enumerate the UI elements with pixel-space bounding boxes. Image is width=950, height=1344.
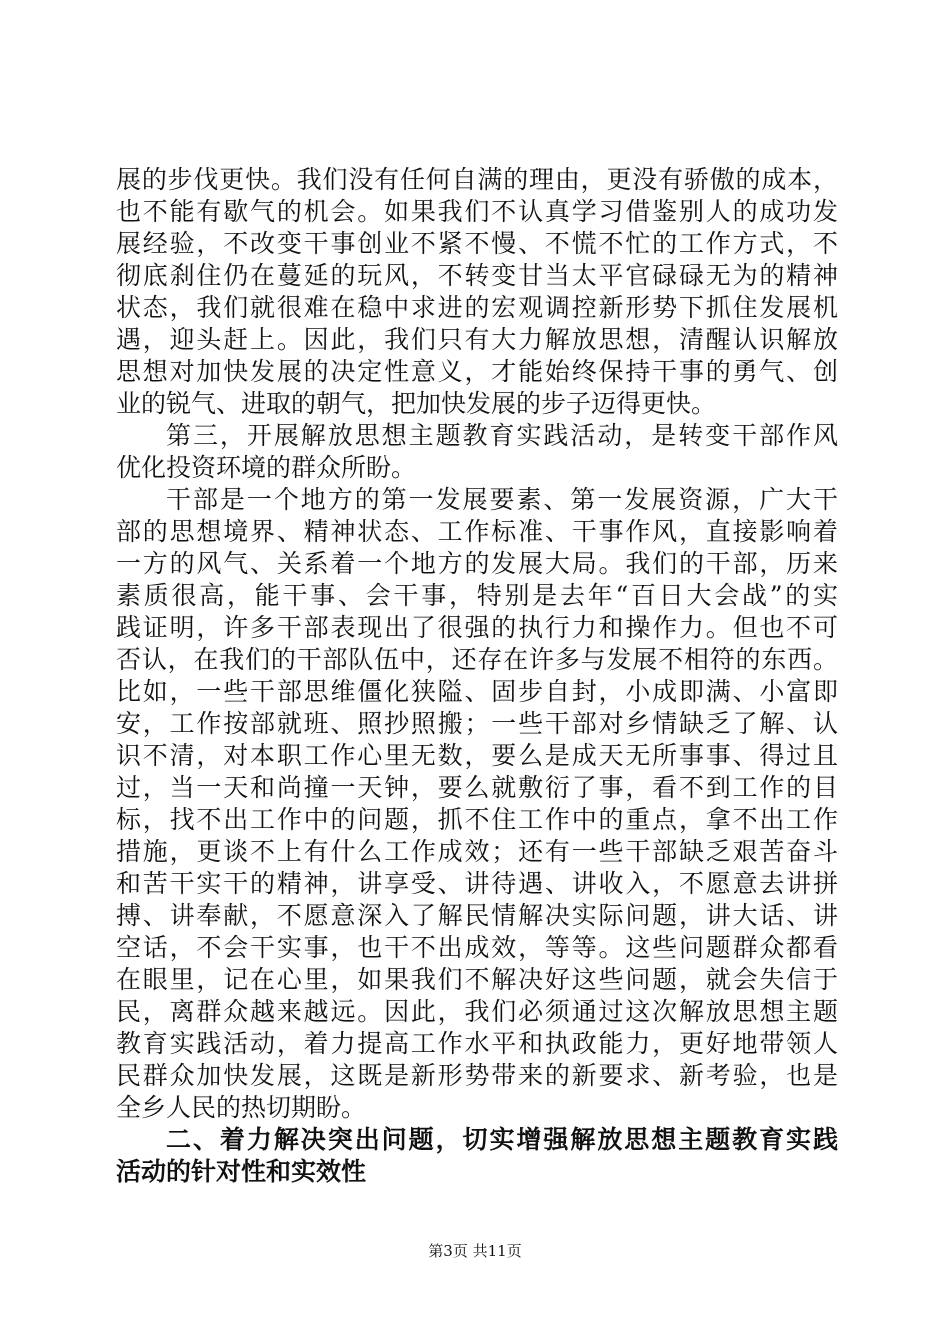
text-line: 优化投资环境的群众所盼。 (116, 453, 417, 482)
text-line: 和苦干实干的精神，讲享受、讲待遇、讲收入，不愿意去讲拼 (116, 869, 838, 898)
text-line: 第三，开展解放思想主题教育实践活动，是转变干部作风 (166, 421, 838, 450)
paragraph-cadres (116, 484, 838, 1124)
paragraph-continuation (116, 164, 838, 420)
paragraph-point-three (116, 420, 838, 484)
text-line: 遇，迎头赶上。因此，我们只有大力解放思想，清醒认识解放 (116, 325, 838, 354)
text-line: 践证明，许多干部表现出了很强的执行力和操作力。但也不可 (116, 613, 838, 642)
heading-line: 活动的针对性和实效性 (116, 1157, 367, 1186)
document-body (116, 164, 838, 1188)
text-line: 搏、讲奉献，不愿意深入了解民情解决实际问题，讲大话、讲 (116, 901, 838, 930)
page-number-footer: 第3页 共11页 (428, 1242, 522, 1260)
heading-line: 二、着力解决突出问题，切实增强解放思想主题教育实践 (166, 1125, 838, 1154)
text-line: 素质很高，能干事、会干事，特别是去年“百日大会战”的实 (116, 581, 838, 610)
text-line: 空话，不会干实事，也干不出成效，等等。这些问题群众都看 (116, 933, 838, 962)
text-line: 民群众加快发展，这既是新形势带来的新要求、新考验，也是 (116, 1061, 838, 1090)
text-line: 过，当一天和尚撞一天钟，要么就敷衍了事，看不到工作的目 (116, 773, 838, 802)
text-line: 在眼里，记在心里，如果我们不解决好这些问题，就会失信于 (116, 965, 838, 994)
text-line: 否认，在我们的干部队伍中，还存在许多与发展不相符的东西。 (116, 645, 838, 674)
text-line: 干部是一个地方的第一发展要素、第一发展资源，广大干 (166, 485, 838, 514)
text-line: 彻底刹住仍在蔓延的玩风，不转变甘当太平官碌碌无为的精神 (116, 261, 838, 290)
text-line: 措施，更谈不上有什么工作成效；还有一些干部缺乏艰苦奋斗 (116, 837, 838, 866)
text-line: 一方的风气、关系着一个地方的发展大局。我们的干部，历来 (116, 549, 838, 578)
text-line: 业的锐气、进取的朝气，把加快发展的步子迈得更快。 (116, 389, 717, 418)
text-line: 识不清，对本职工作心里无数，要么是成天无所事事、得过且 (116, 741, 838, 770)
text-line: 也不能有歇气的机会。如果我们不认真学习借鉴别人的成功发 (116, 197, 838, 226)
section-heading (116, 1124, 838, 1188)
text-line: 民，离群众越来越远。因此，我们必须通过这次解放思想主题 (116, 997, 838, 1026)
text-line: 教育实践活动，着力提高工作水平和执政能力，更好地带领人 (116, 1029, 838, 1058)
text-line: 状态，我们就很难在稳中求进的宏观调控新形势下抓住发展机 (116, 293, 838, 322)
text-line: 思想对加快发展的决定性意义，才能始终保持干事的勇气、创 (116, 357, 838, 386)
text-line: 全乡人民的热切期盼。 (116, 1093, 367, 1122)
text-line: 展的步伐更快。我们没有任何自满的理由，更没有骄傲的成本， (116, 165, 838, 194)
text-line: 安，工作按部就班、照抄照搬；一些干部对乡情缺乏了解、认 (116, 709, 838, 738)
text-line: 展经验，不改变干事创业不紧不慢、不慌不忙的工作方式，不 (116, 229, 838, 258)
text-line: 标，找不出工作中的问题，抓不住工作中的重点，拿不出工作 (116, 805, 838, 834)
text-line: 部的思想境界、精神状态、工作标准、干事作风，直接影响着 (116, 517, 838, 546)
text-line: 比如，一些干部思维僵化狭隘、固步自封，小成即满、小富即 (116, 677, 838, 706)
